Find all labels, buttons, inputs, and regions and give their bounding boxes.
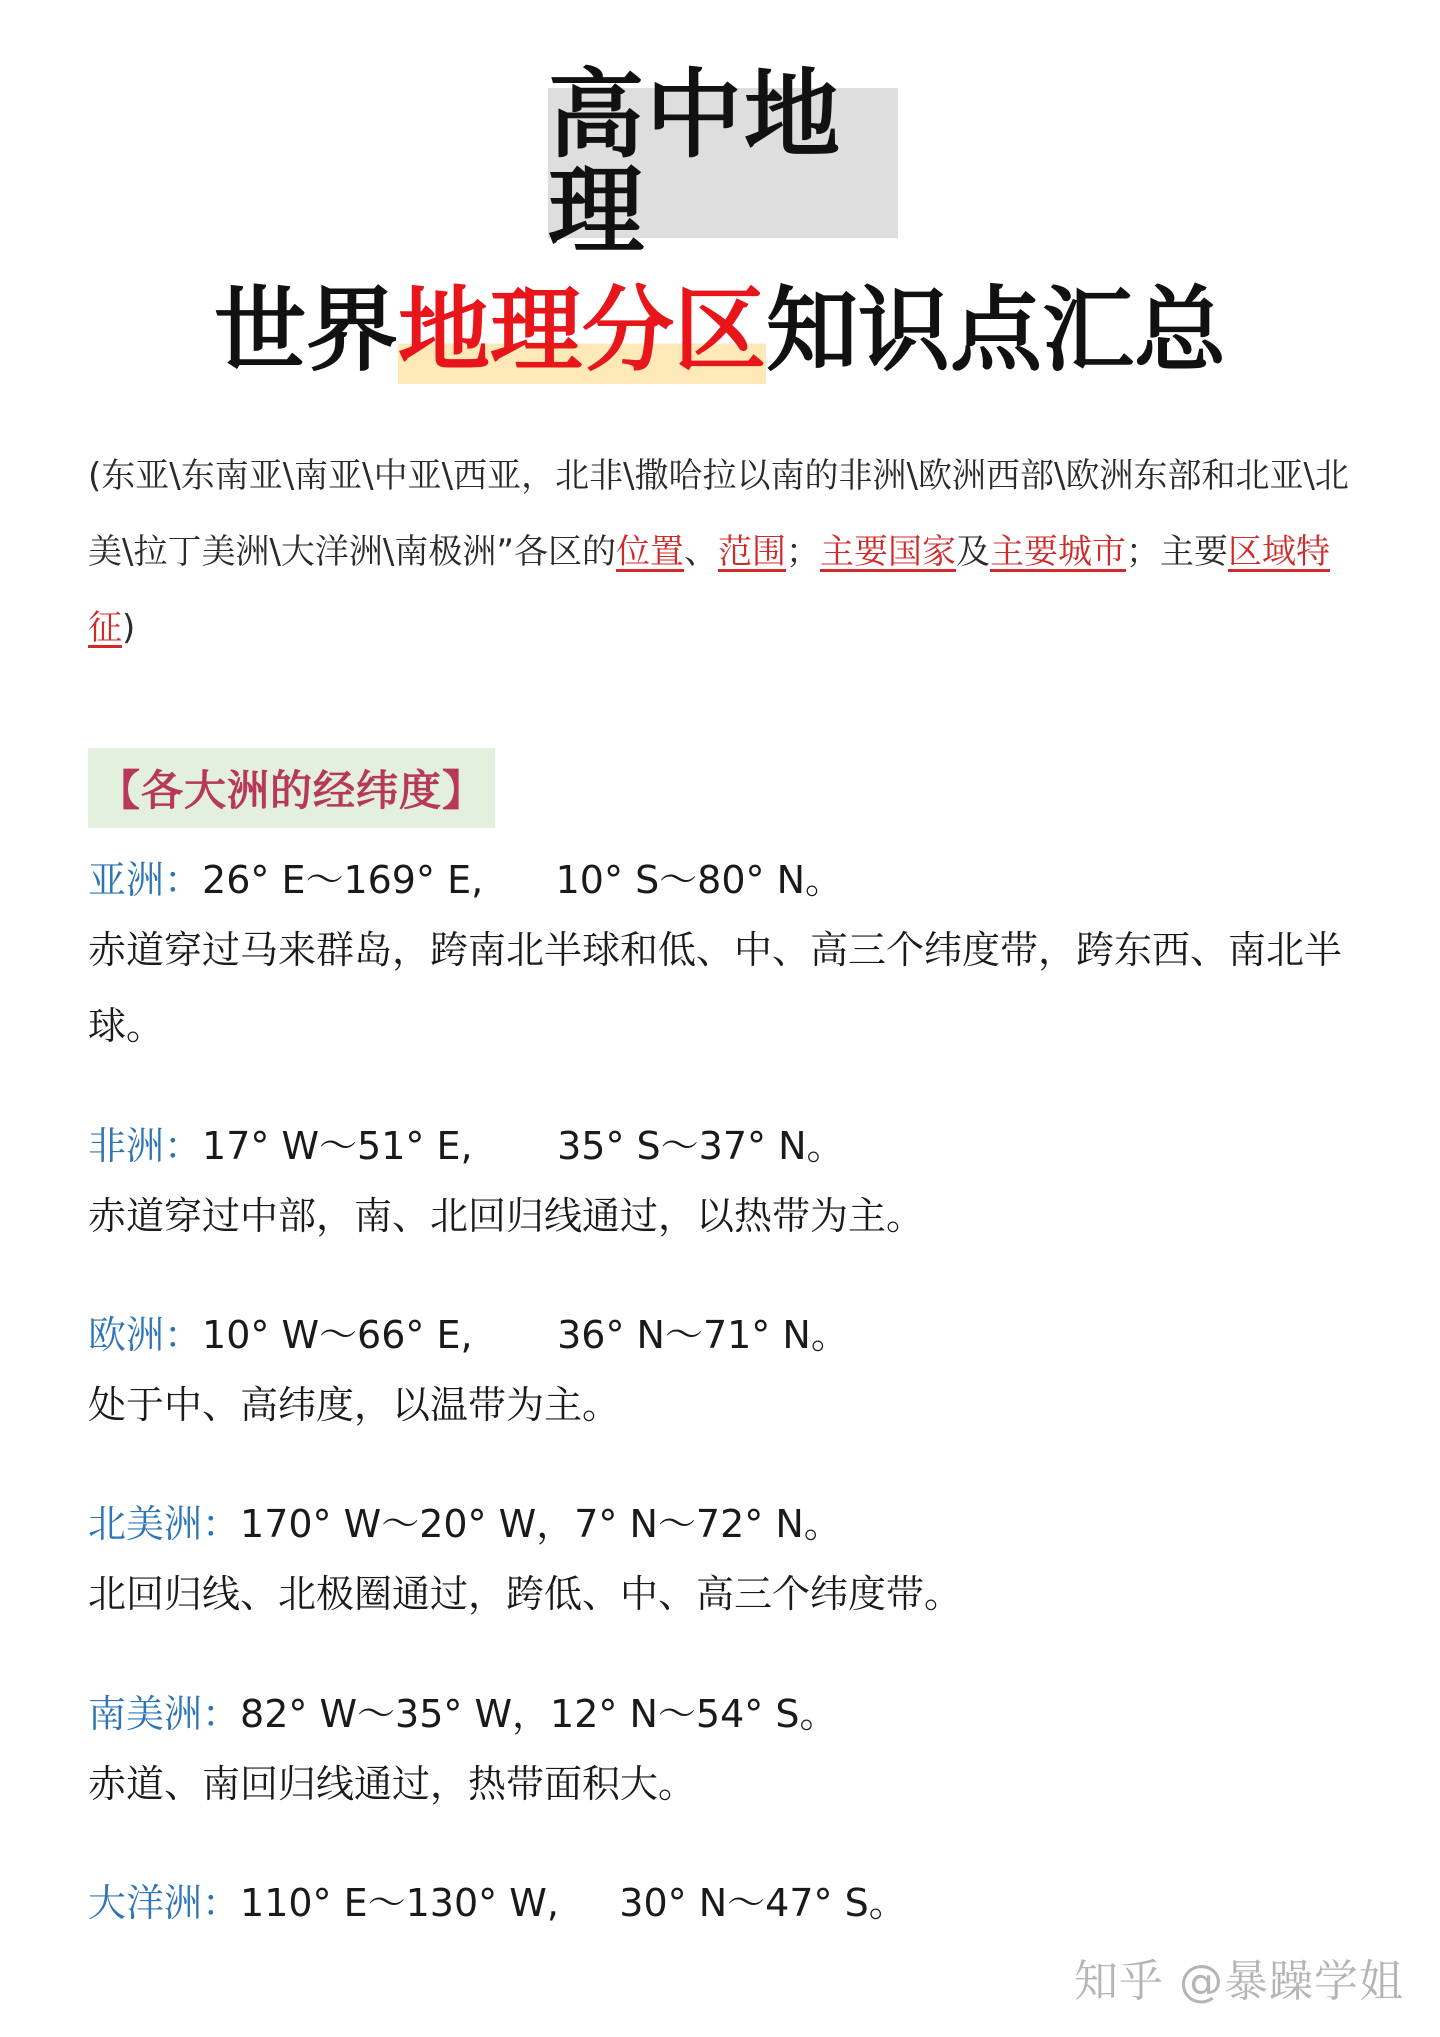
continent-description: 处于中、高纬度，以温带为主。 <box>88 1383 621 1427</box>
continent-entry-north-america <box>88 1492 1368 1632</box>
continent-coords-row <box>88 848 1368 912</box>
continent-coords-row <box>88 1682 1368 1746</box>
intro-keyword-range: 范围 <box>717 532 786 572</box>
continent-entry-europe <box>88 1303 1368 1443</box>
section-heading <box>88 748 495 828</box>
intro-paragraph <box>88 438 1358 666</box>
continent-name: 非洲： <box>88 1124 203 1168</box>
intro-sep: ；主要 <box>1125 532 1228 572</box>
continent-name: 亚洲： <box>88 858 203 902</box>
title-prefix: 世界 <box>213 277 398 384</box>
continent-coords: 10° W～66° E, 36° N～71° N。 <box>202 1313 849 1357</box>
continent-list <box>88 848 1368 1925</box>
subject-tag-label: 高中地理 <box>548 59 842 267</box>
title-suffix: 知识点汇总 <box>766 277 1227 384</box>
continent-coords: 26° E～169° E, 10° S～80° N。 <box>202 858 844 902</box>
continent-description: 北回归线、北极圈通过，跨低、中、高三个纬度带。 <box>88 1572 963 1616</box>
continent-name: 欧洲： <box>88 1313 203 1357</box>
continent-name: 大洋洲： <box>88 1881 241 1925</box>
intro-sep: 、 <box>683 532 718 572</box>
continent-entry-asia <box>88 848 1368 1064</box>
continent-coords-row <box>88 1871 1368 1935</box>
continent-coords: 110° E～130° W, 30° N～47° S。 <box>240 1881 907 1925</box>
intro-keyword-countries: 主要国家 <box>819 532 956 572</box>
intro-sep: ； <box>785 532 820 572</box>
intro-close: ) <box>122 608 136 648</box>
continent-coords: 17° W～51° E, 35° S～37° N。 <box>202 1124 845 1168</box>
page-title <box>0 277 1440 384</box>
intro-sep: 及 <box>955 532 990 572</box>
continent-entry-south-america <box>88 1682 1368 1822</box>
continent-description: 赤道穿过马来群岛，跨南北半球和低、中、高三个纬度带，跨东西、南北半球。 <box>88 928 1343 1048</box>
intro-text: (东亚\东南亚\南亚\中亚\西亚，北非\撒哈拉以南的非洲\欧洲西部\欧洲东部和北亚\北美\拉丁美洲\大洋洲\南极洲”各区的 <box>88 456 1349 572</box>
continent-name: 南美洲： <box>88 1692 241 1736</box>
continent-entry-africa <box>88 1114 1368 1254</box>
continent-entry-oceania <box>88 1871 1368 1935</box>
continent-coords: 82° W～35° W，12° N～54° S。 <box>240 1692 838 1736</box>
watermark: 知乎 @暴躁学姐 <box>1074 1956 1404 2007</box>
continent-description: 赤道穿过中部，南、北回归线通过，以热带为主。 <box>88 1194 925 1238</box>
intro-keyword-position: 位置 <box>615 532 684 572</box>
intro-keyword-cities: 主要城市 <box>989 532 1126 572</box>
continent-coords-row <box>88 1114 1368 1178</box>
intro-keyword-features: 区域特征 <box>88 532 1330 648</box>
continent-coords-row <box>88 1492 1368 1556</box>
continent-name: 北美洲： <box>88 1502 241 1546</box>
continent-coords: 170° W～20° W，7° N～72° N。 <box>240 1502 842 1546</box>
subject-tag <box>548 59 898 267</box>
continent-coords-row <box>88 1303 1368 1367</box>
section-heading-label: 【各大洲的经纬度】 <box>97 766 485 815</box>
title-highlight: 地理分区 <box>397 277 766 384</box>
continent-description: 赤道、南回归线通过，热带面积大。 <box>88 1762 697 1806</box>
